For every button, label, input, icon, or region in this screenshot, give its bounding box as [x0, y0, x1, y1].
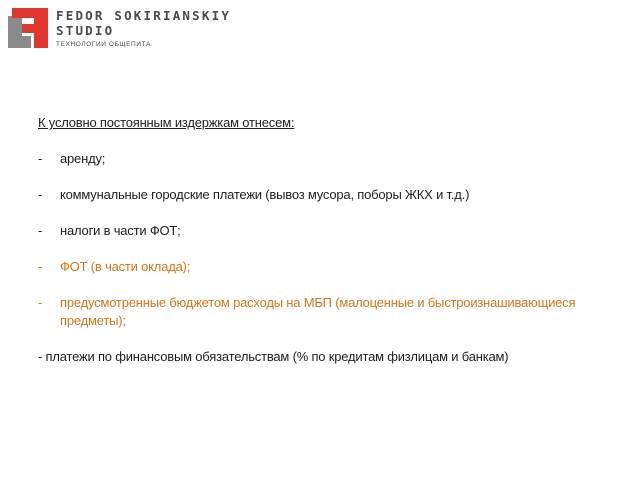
- list-dash: -: [38, 223, 43, 238]
- list-item-last: - платежи по финансовым обязательствам (% по кредитам физлицам и банкам): [38, 349, 509, 364]
- list-item: [38, 186, 608, 204]
- list-item: [38, 222, 608, 240]
- list-item-text: коммунальные городские платежи (вывоз мусора, поборы ЖКХ и т.д.): [60, 187, 470, 202]
- list-item-text: аренду;: [60, 151, 106, 166]
- list-item-text: налоги в части ФОТ;: [60, 223, 181, 238]
- slide-content: [38, 114, 608, 366]
- list-dash: -: [38, 259, 43, 274]
- list-item: [38, 150, 608, 168]
- brand-sub: STUDIO: [56, 23, 115, 38]
- list-dash: -: [38, 151, 43, 166]
- list-item-highlight: [38, 258, 608, 276]
- brand-tagline: ТЕХНОЛОГИИ ОБЩЕПИТА: [56, 41, 151, 48]
- list-dash: -: [38, 187, 43, 202]
- list-item-text: предусмотренные бюджетом расходы на МБП (малоценные и быстроизнашивающиеся предметы);: [60, 295, 576, 328]
- list-dash: -: [38, 295, 43, 310]
- brand-name: FEDOR SOKIRIANSKIY: [56, 8, 232, 23]
- list-item-highlight: [38, 294, 608, 330]
- page-title: К условно постоянным издержкам отнесем:: [38, 115, 295, 130]
- studio-logo-icon: [8, 8, 48, 48]
- brand-block: [56, 8, 231, 50]
- list-item-text: ФОТ (в части оклада);: [60, 259, 191, 274]
